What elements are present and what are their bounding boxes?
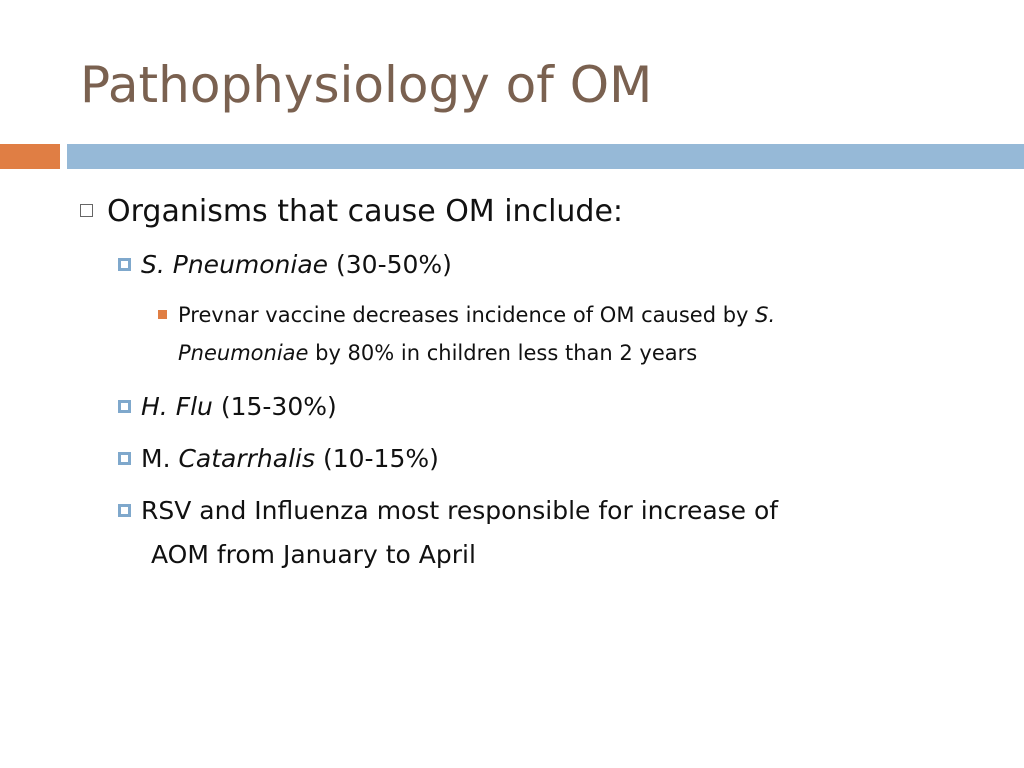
orange-accent-bar	[0, 144, 60, 169]
m-catarrhalis-pct: (10-15%)	[315, 444, 439, 473]
h-flu-name: H. Flu	[141, 392, 213, 421]
blue-square-bullet-icon	[118, 258, 131, 271]
bullet-rsv	[118, 494, 778, 572]
bullet-organisms	[80, 192, 623, 232]
bullet-prevnar	[158, 300, 775, 368]
orange-square-bullet-icon	[158, 310, 167, 319]
slide-title: Pathophysiology of OM	[80, 56, 653, 114]
rsv-line1: RSV and Influenza most responsible for increase of	[141, 496, 779, 525]
blue-square-bullet-icon	[118, 504, 131, 517]
bullet-organisms-text: Organisms that cause OM include:	[107, 194, 624, 229]
hollow-square-bullet-icon	[80, 204, 93, 217]
blue-square-bullet-icon	[118, 452, 131, 465]
prevnar-line1-text: Prevnar vaccine decreases incidence of OM caused by	[178, 303, 756, 327]
bullet-m-catarrhalis	[118, 442, 439, 476]
h-flu-pct: (15-30%)	[212, 392, 337, 421]
prevnar-line2-italic: Pneumoniae	[178, 341, 309, 365]
m-catarrhalis-prefix: M.	[141, 444, 179, 473]
blue-accent-bar	[67, 144, 1024, 169]
prevnar-line1-italic: S.	[755, 303, 776, 327]
m-catarrhalis-name: Catarrhalis	[178, 444, 316, 473]
bullet-s-pneumoniae	[118, 248, 452, 282]
prevnar-line2-text: by 80% in children less than 2 years	[308, 341, 698, 365]
blue-square-bullet-icon	[118, 400, 131, 413]
rsv-line2: AOM from January to April	[151, 540, 476, 569]
s-pneumoniae-pct: (30-50%)	[328, 250, 452, 279]
s-pneumoniae-name: S. Pneumoniae	[141, 250, 329, 279]
bullet-h-flu	[118, 390, 337, 424]
